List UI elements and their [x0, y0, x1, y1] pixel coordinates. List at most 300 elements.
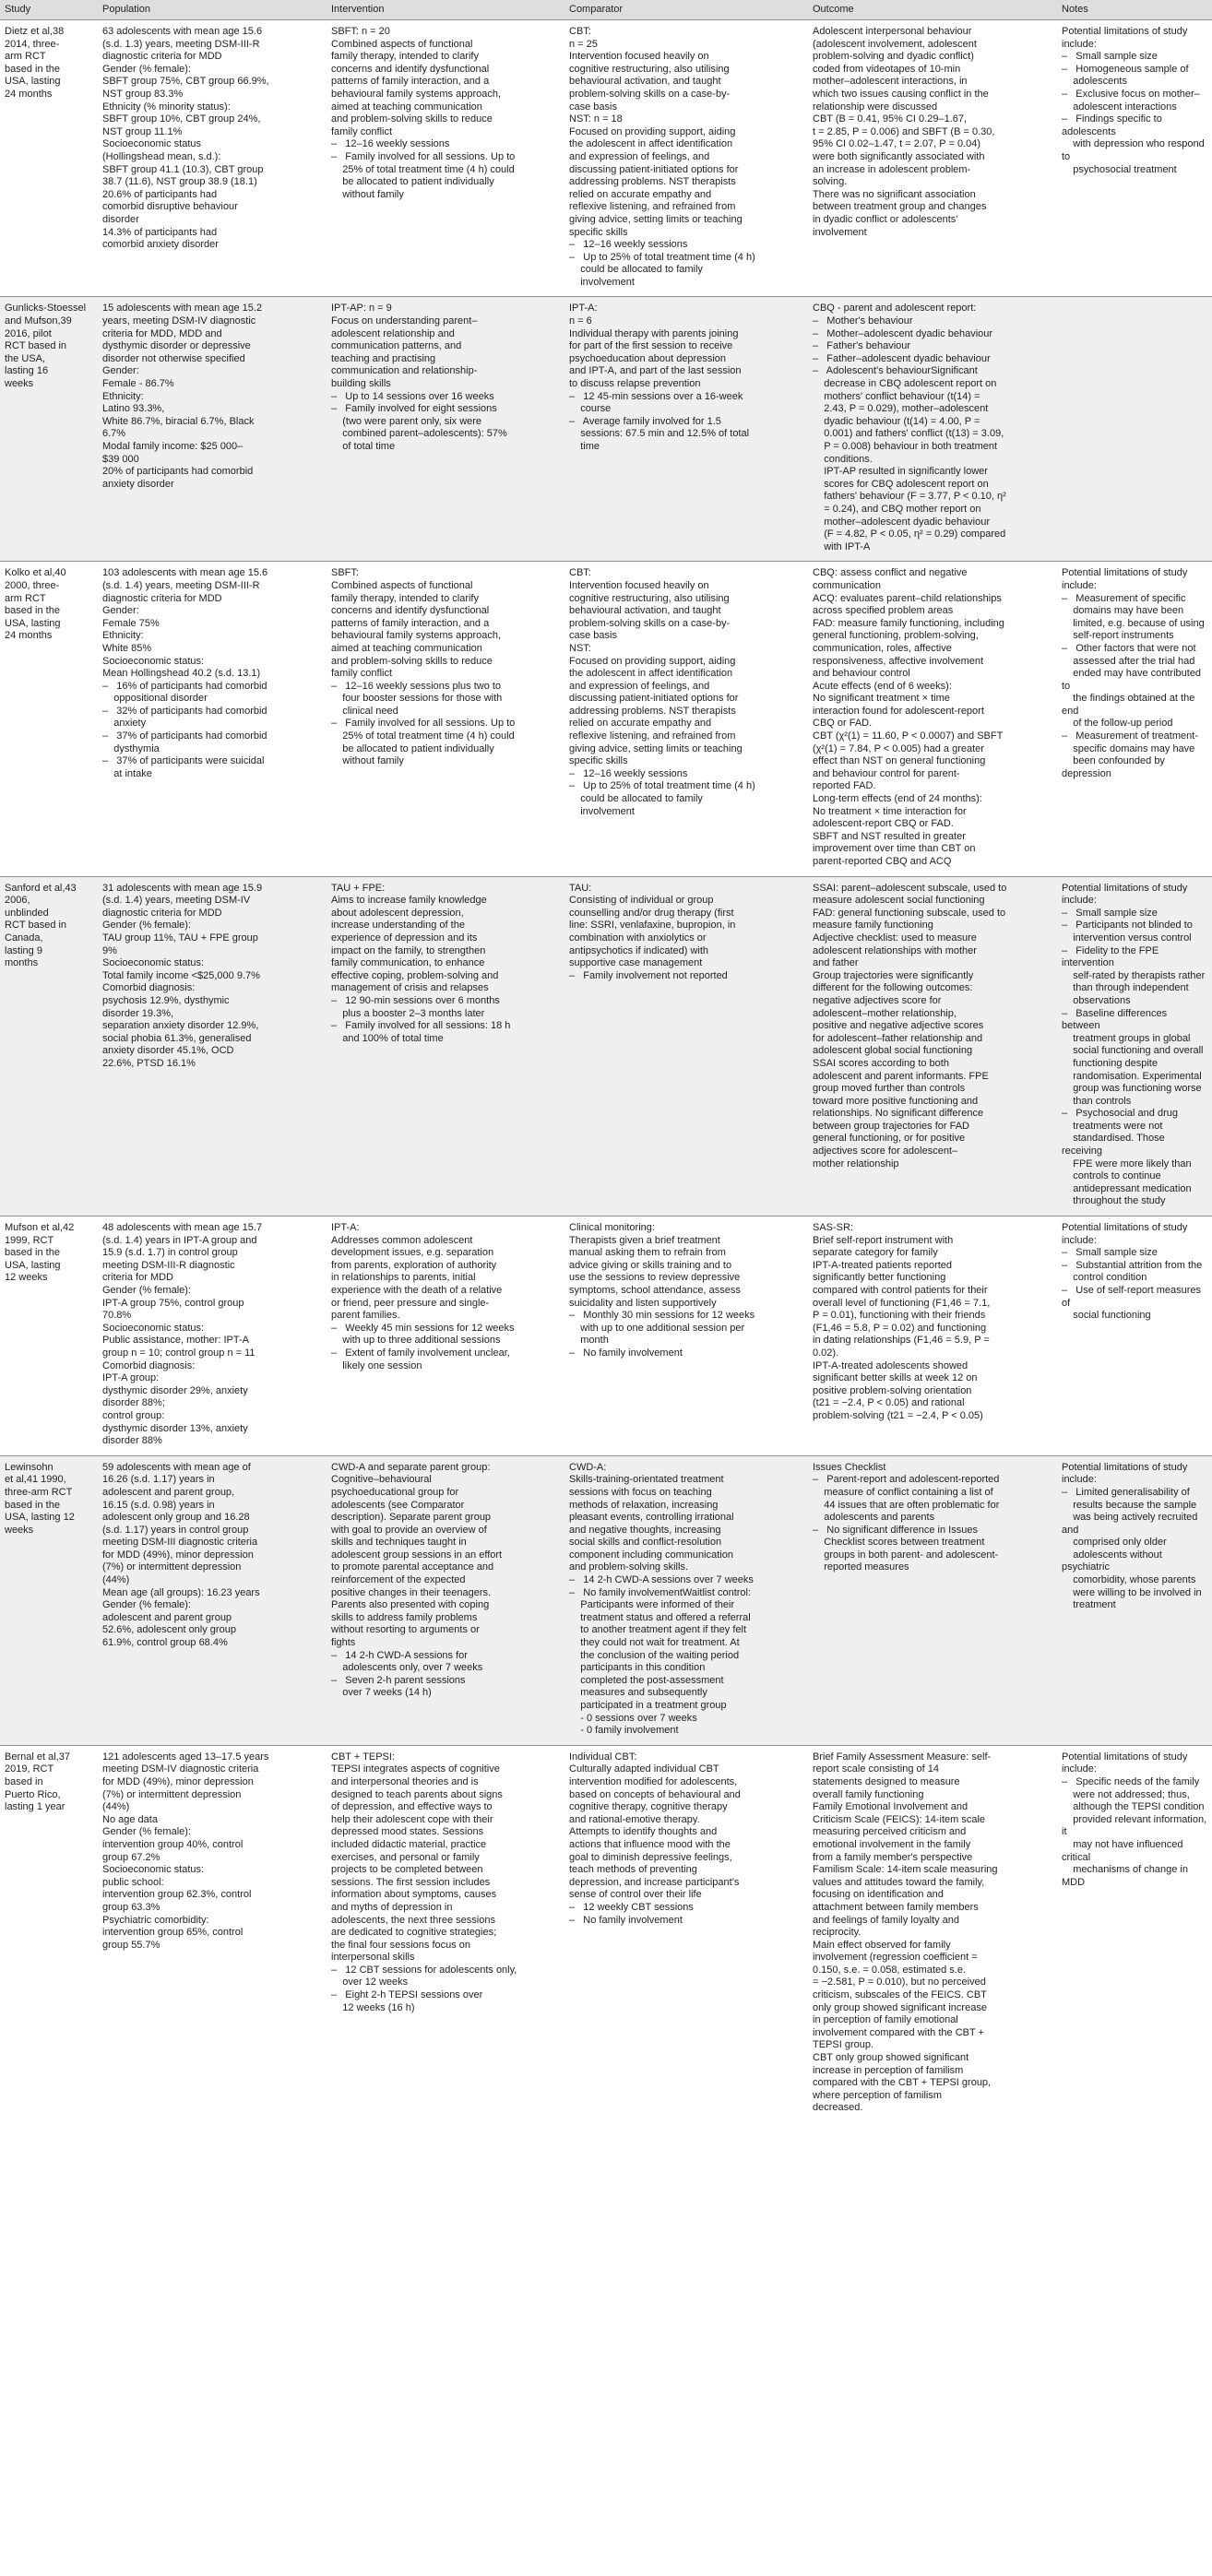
comparator-line: behavioural activation, and taught: [569, 605, 721, 617]
comparator-line: actions that influence mood with the: [569, 1838, 731, 1850]
population-line: 38.7 (11.6), NST group 38.9 (18.1): [102, 176, 257, 188]
intervention-line: IPT-A:: [331, 1222, 360, 1234]
notes-cell: [1057, 1217, 1212, 1456]
comparator-line: relied on accurate empathy and: [569, 188, 712, 200]
intervention-line: depressed mood states. Sessions: [331, 1826, 484, 1838]
population-line: Socioeconomic status:: [102, 1864, 205, 1876]
population-line: 61.9%, control group 68.4%: [102, 1637, 228, 1649]
notes-line: – Homogeneous sample of: [1062, 63, 1189, 75]
outcome-line: Checklist scores between treatment: [813, 1537, 985, 1549]
outcome-line: between group trajectories for FAD: [813, 1120, 969, 1132]
comparator-line: the adolescent in affect identification: [569, 138, 733, 150]
outcome-line: Adjective checklist: used to measure: [813, 932, 977, 944]
comparator-line: involvement: [569, 805, 635, 817]
outcome-line: improvement over time than CBT on: [813, 843, 976, 855]
intervention-line: designed to teach parents about signs: [331, 1788, 503, 1800]
notes-line: ended may have contributed to: [1062, 668, 1205, 692]
population-line: White 85%: [102, 642, 152, 654]
intervention-line: over 7 weeks (14 h): [331, 1687, 432, 1699]
notes-line: with depression who respond to: [1062, 138, 1207, 162]
comparator-line: could be allocated to family: [569, 793, 703, 805]
intervention-cell: [327, 1455, 564, 1745]
outcome-line: Brief Family Assessment Measure: self-: [813, 1751, 992, 1763]
table-row: [0, 1455, 1212, 1745]
comparator-cell: [564, 562, 808, 876]
intervention-line: teaching and practising: [331, 352, 436, 364]
notes-line: adolescent interactions: [1062, 101, 1177, 113]
population-line: group n = 10; control group n = 11: [102, 1347, 255, 1359]
intervention-line: – Family involved for all sessions: 18 h: [331, 1020, 511, 1032]
study-line: Mufson et al,42: [5, 1222, 75, 1234]
intervention-line: – Seven 2-h parent sessions: [331, 1674, 466, 1686]
comparator-line: course: [569, 403, 612, 415]
outcome-line: an increase in adolescent problem-: [813, 163, 971, 175]
study-line: 12 weeks: [5, 1272, 48, 1284]
outcome-line: in perception of family emotional: [813, 2014, 958, 2026]
outcome-line: group moved further than controls: [813, 1083, 966, 1095]
notes-line: the findings obtained at the end: [1062, 693, 1198, 717]
outcome-cell: [808, 1455, 1057, 1745]
comparator-line: social skills and conflict-resolution: [569, 1537, 722, 1549]
table-row: [0, 876, 1212, 1216]
intervention-line: – 12 90-min sessions over 6 months: [331, 994, 500, 1006]
comparator-line: and expression of feelings, and: [569, 680, 710, 692]
comparator-line: discussing patient-initiated options for: [569, 163, 739, 175]
outcome-line: conditions.: [813, 453, 873, 465]
comparator-line: participated in a treatment group: [569, 1700, 727, 1711]
population-line: diagnostic criteria for MDD: [102, 51, 222, 63]
intervention-line: psychoeducational group for: [331, 1486, 459, 1498]
intervention-line: projects to be completed between: [331, 1864, 483, 1876]
notes-line: – Exclusive focus on mother–: [1062, 88, 1200, 100]
population-line: 22.6%, PTSD 16.1%: [102, 1057, 196, 1069]
notes-line: although the TEPSI condition: [1062, 1801, 1205, 1813]
intervention-line: are dedicated to cognitive strategies;: [331, 1927, 497, 1939]
intervention-line: communication patterns, and: [331, 340, 462, 352]
population-line: (7%) or intermittent depression: [102, 1788, 242, 1800]
intervention-line: – 14 2-h CWD-A sessions for: [331, 1649, 468, 1661]
header-population: Population: [98, 0, 327, 20]
comparator-line: for part of the first session to receive: [569, 340, 733, 352]
outcome-line: adjectives score for adolescent–: [813, 1146, 958, 1157]
intervention-line: Cognitive–behavioural: [331, 1474, 432, 1486]
notes-line: results because the sample: [1062, 1499, 1197, 1511]
comparator-line: sense of control over their life: [569, 1889, 702, 1901]
outcome-line: adolescent relationships with mother: [813, 944, 977, 956]
comparator-line: sessions with focus on teaching: [569, 1486, 712, 1498]
population-line: group 55.7%: [102, 1939, 160, 1951]
intervention-line: and 100% of total time: [331, 1032, 444, 1044]
study-cell: [0, 1217, 98, 1456]
population-line: disorder 19.3%,: [102, 1007, 174, 1019]
comparator-line: treatment status and offered a referral: [569, 1611, 751, 1623]
outcome-line: FAD: general functioning subscale, used to: [813, 907, 1006, 919]
population-line: 16.26 (s.d. 1.17) years in: [102, 1474, 215, 1486]
population-line: intervention group 40%, control: [102, 1838, 244, 1850]
outcome-line: SSAI: parent–adolescent subscale, used to: [813, 882, 1007, 894]
intervention-line: family therapy, intended to clarify: [331, 592, 479, 604]
outcome-line: – Mother–adolescent dyadic behaviour: [813, 327, 993, 339]
table-row: [0, 562, 1212, 876]
notes-line: was being actively recruited and: [1062, 1512, 1201, 1536]
outcome-line: adolescents and parents: [813, 1512, 935, 1524]
outcome-line: criticism, subscales of the FEICS. CBT: [813, 1989, 987, 2001]
intervention-line: be allocated to patient individually: [331, 176, 494, 188]
outcome-line: attachment between family members: [813, 1901, 979, 1913]
study-line: weeks: [5, 1524, 34, 1536]
comparator-line: addressing problems. NST therapists: [569, 176, 736, 188]
comparator-line: Attempts to identify thoughts and: [569, 1826, 718, 1838]
study-line: arm RCT: [5, 592, 46, 604]
comparator-line: could be allocated to family: [569, 264, 703, 276]
population-line: separation anxiety disorder 12.9%,: [102, 1020, 259, 1032]
intervention-line: interpersonal skills: [331, 1952, 415, 1964]
intervention-line: sessions. The first session includes: [331, 1876, 491, 1888]
population-line: psychosis 12.9%, dysthymic: [102, 994, 230, 1006]
outcome-cell: [808, 562, 1057, 876]
population-line: for MDD (49%), minor depression: [102, 1775, 254, 1787]
population-line: Socioeconomic status: [102, 138, 201, 150]
comparator-line: IPT-A:: [569, 303, 598, 315]
outcome-line: TEPSI group.: [813, 2039, 874, 2051]
outcome-line: involvement compared with the CBT +: [813, 2026, 984, 2038]
notes-line: include:: [1062, 38, 1097, 50]
population-line: Gender (% female):: [102, 1599, 191, 1611]
outcome-line: problem-solving (t21 = −2.4, P < 0.05): [813, 1409, 983, 1421]
outcome-line: No treatment × time interaction for: [813, 805, 967, 817]
outcome-line: positive problem-solving orientation: [813, 1384, 972, 1396]
population-line: 15.9 (s.d. 1.7) in control group: [102, 1247, 238, 1259]
notes-line: antidepressant medication: [1062, 1182, 1192, 1194]
outcome-line: overall family functioning: [813, 1788, 924, 1800]
population-line: adolescent and parent group,: [102, 1486, 235, 1498]
outcome-line: Group trajectories were significantly: [813, 969, 974, 981]
notes-line: group was functioning worse: [1062, 1083, 1202, 1095]
intervention-line: Focus on understanding parent–: [331, 315, 478, 327]
table-row: [0, 297, 1212, 562]
outcome-line: mother relationship: [813, 1157, 899, 1169]
study-line: based in: [5, 1775, 43, 1787]
intervention-line: parent families.: [331, 1310, 400, 1322]
comparator-cell: [564, 20, 808, 297]
intervention-line: Combined aspects of functional: [331, 38, 473, 50]
outcome-line: increase in perception of familism: [813, 2064, 964, 2076]
comparator-line: Intervention focused heavily on: [569, 51, 709, 63]
outcome-line: significantly better functioning: [813, 1272, 946, 1284]
notes-line: adolescents: [1062, 76, 1127, 88]
comparator-line: behavioural activation, and taught: [569, 76, 721, 88]
population-line: NST group 83.3%: [102, 88, 184, 100]
comparator-line: suicidality and listen supportively: [569, 1297, 717, 1309]
notes-line: controls to continue: [1062, 1170, 1161, 1182]
intervention-line: – Weekly 45 min sessions for 12 weeks: [331, 1322, 515, 1334]
population-line: 6.7%: [102, 428, 126, 440]
comparator-line: giving advice, setting limits or teaching: [569, 742, 743, 754]
comparator-line: and negative thoughts, increasing: [569, 1524, 721, 1536]
intervention-line: adolescents (see Comparator: [331, 1499, 465, 1511]
outcome-line: decreased.: [813, 2102, 863, 2114]
outcome-line: adolescent-report CBQ or FAD.: [813, 818, 954, 830]
study-line: based in the: [5, 63, 60, 75]
notes-line: social functioning and overall: [1062, 1045, 1204, 1057]
notes-line: functioning despite: [1062, 1057, 1158, 1069]
comparator-line: addressing problems. NST therapists: [569, 705, 736, 717]
notes-line: adolescents without psychiatric: [1062, 1549, 1165, 1573]
study-line: 2014, three-: [5, 38, 60, 50]
population-line: Gender:: [102, 365, 139, 377]
intervention-line: positive changes in their teenagers.: [331, 1586, 492, 1598]
study-line: three-arm RCT: [5, 1486, 73, 1498]
notes-line: treatment groups in global: [1062, 1032, 1191, 1044]
intervention-line: and myths of depression in: [331, 1901, 453, 1913]
outcome-line: Issues Checklist: [813, 1461, 886, 1473]
notes-line: specific domains may have: [1062, 742, 1195, 754]
outcome-line: – Father's behaviour: [813, 340, 911, 352]
comparator-line: – 14 2-h CWD-A sessions over 7 weeks: [569, 1574, 754, 1586]
comparator-line: – Up to 25% of total treatment time (4 h): [569, 780, 755, 792]
outcome-line: CBQ or FAD.: [813, 718, 873, 730]
intervention-cell: [327, 876, 564, 1216]
population-line: SBFT group 75%, CBT group 66.9%,: [102, 76, 269, 88]
outcome-line: measuring perceived criticism and: [813, 1826, 967, 1838]
comparator-line: they could not wait for treatment. At: [569, 1637, 740, 1649]
outcome-line: measure adolescent social functioning: [813, 895, 985, 907]
outcome-line: involvement (regression coefficient =: [813, 1952, 978, 1964]
study-line: 24 months: [5, 630, 53, 642]
comparator-line: CBT:: [569, 567, 591, 579]
comparator-line: Culturally adapted individual CBT: [569, 1763, 719, 1775]
outcome-line: toward more positive functioning and: [813, 1095, 979, 1107]
study-line: Bernal et al,37: [5, 1751, 70, 1763]
study-line: 24 months: [5, 88, 53, 100]
study-line: Gunlicks-Stoessel: [5, 303, 87, 315]
comparator-line: goal to diminish depressive feelings,: [569, 1851, 732, 1863]
outcome-line: solving.: [813, 176, 848, 188]
intervention-line: – 12 CBT sessions for adolescents only,: [331, 1964, 517, 1976]
outcome-line: FAD: measure family functioning, including: [813, 617, 1004, 629]
outcome-line: Familism Scale: 14-item scale measuring: [813, 1864, 998, 1876]
population-line: adolescent and parent group: [102, 1611, 232, 1623]
population-line: comorbid anxiety disorder: [102, 239, 219, 251]
comparator-line: case basis: [569, 630, 617, 642]
study-line: arm RCT: [5, 51, 46, 63]
outcome-line: (adolescent involvement, adolescent: [813, 38, 977, 50]
outcome-line: compared with the CBT + TEPSI group,: [813, 2077, 992, 2089]
comparator-line: – Monthly 30 min sessions for 12 weeks: [569, 1310, 755, 1322]
intervention-line: without family: [331, 755, 404, 767]
notes-line: – Other factors that were not: [1062, 642, 1196, 654]
study-line: RCT based in: [5, 340, 67, 352]
intervention-line: family conflict: [331, 668, 393, 680]
intervention-line: be allocated to patient individually: [331, 742, 494, 754]
table-row: [0, 1745, 1212, 2122]
notes-line: limited, e.g. because of using: [1062, 617, 1205, 629]
intervention-line: SBFT: n = 20: [331, 26, 390, 37]
intervention-line: combined parent–adolescents): 57%: [331, 428, 507, 440]
population-line: 48 adolescents with mean age 15.7: [102, 1222, 263, 1234]
population-line: group 67.2%: [102, 1851, 160, 1863]
outcome-line: negative adjectives score for: [813, 994, 942, 1006]
comparator-line: – Family involvement not reported: [569, 969, 728, 981]
outcome-cell: [808, 20, 1057, 297]
notes-line: observations: [1062, 994, 1131, 1006]
notes-line: – Baseline differences between: [1062, 1007, 1170, 1032]
comparator-cell: [564, 1455, 808, 1745]
population-line: 70.8%: [102, 1310, 132, 1322]
outcome-line: reported measures: [813, 1561, 909, 1573]
outcome-line: There was no significant association: [813, 188, 976, 200]
study-cell: [0, 562, 98, 876]
notes-cell: [1057, 297, 1212, 562]
outcome-line: effect than NST on general functioning: [813, 755, 986, 767]
notes-line: than controls: [1062, 1095, 1132, 1107]
outcome-line: 95% CI 0.02–1.47, t = 2.07, P = 0.04): [813, 138, 981, 150]
notes-line: Potential limitations of study: [1062, 26, 1188, 37]
population-line: White 86.7%, biracial 6.7%, Black: [102, 415, 255, 427]
study-line: Canada,: [5, 932, 43, 944]
outcome-line: values and attitudes toward the family,: [813, 1876, 985, 1888]
outcome-line: P = 0.01), functioning with their friends: [813, 1310, 986, 1322]
population-line: anxiety disorder 45.1%, OCD: [102, 1045, 234, 1057]
population-line: 103 adolescents with mean age 15.6: [102, 567, 268, 579]
outcome-line: only group showed significant increase: [813, 2001, 987, 2013]
notes-line: throughout the study: [1062, 1195, 1166, 1207]
comparator-line: the adolescent in affect identification: [569, 668, 733, 680]
intervention-line: – Extent of family involvement unclear,: [331, 1347, 510, 1359]
population-line: disorder 88%: [102, 1435, 162, 1447]
population-line: for MDD (49%), minor depression: [102, 1549, 254, 1561]
intervention-line: or friend, peer pressure and single-: [331, 1297, 490, 1309]
study-line: Puerto Rico,: [5, 1788, 61, 1800]
outcome-line: – Adolescent's behaviourSignificant: [813, 365, 978, 377]
intervention-line: experience of depression and its: [331, 932, 478, 944]
population-line: Ethnicity:: [102, 630, 144, 642]
population-line: Comorbid diagnosis:: [102, 1359, 196, 1371]
outcome-cell: [808, 1745, 1057, 2122]
comparator-line: depression, and increase participant's: [569, 1876, 740, 1888]
population-line: 52.6%, adolescent only group: [102, 1624, 236, 1636]
population-line: (7%) or intermittent depression: [102, 1561, 242, 1573]
study-line: 2000, three-: [5, 579, 60, 591]
comparator-line: problem-solving skills on a case-by-: [569, 617, 731, 629]
intervention-line: impact on the family, to strengthen: [331, 944, 486, 956]
outcome-line: = −2.581, P = 0.010), but no perceived: [813, 1977, 986, 1988]
population-cell: [98, 1455, 327, 1745]
intervention-line: TAU + FPE:: [331, 882, 386, 894]
notes-line: treatments were not: [1062, 1120, 1163, 1132]
population-line: Ethnicity:: [102, 390, 144, 402]
comparator-line: Focused on providing support, aiding: [569, 655, 736, 667]
intervention-line: exercises, and personal or family: [331, 1851, 480, 1863]
comparator-line: component including communication: [569, 1549, 733, 1561]
outcome-line: Brief self-report instrument with: [813, 1234, 954, 1246]
study-line: based in the: [5, 605, 60, 617]
header-notes: Notes: [1057, 0, 1212, 20]
notes-cell: [1057, 1745, 1212, 2122]
population-line: disorder 88%;: [102, 1397, 165, 1409]
population-line: control group:: [102, 1409, 165, 1421]
intervention-line: without resorting to arguments or: [331, 1624, 480, 1636]
notes-line: – Findings specific to adolescents: [1062, 113, 1165, 137]
outcome-line: and behaviour control: [813, 668, 910, 680]
outcome-line: from a family member's perspective: [813, 1851, 973, 1863]
notes-line: provided relevant information, it: [1062, 1813, 1210, 1838]
study-line: lasting 9: [5, 944, 42, 956]
notes-line: FPE were more likely than: [1062, 1157, 1192, 1169]
population-line: Modal family income: $25 000–: [102, 441, 244, 452]
comparator-line: manual asking them to refrain from: [569, 1247, 726, 1259]
intervention-line: IPT-AP: n = 9: [331, 303, 392, 315]
outcome-line: reciprocity.: [813, 1927, 861, 1939]
outcome-line: Main effect observed for family: [813, 1939, 951, 1951]
notes-line: – Participants not blinded to: [1062, 920, 1193, 932]
population-line: 15 adolescents with mean age 15.2: [102, 303, 263, 315]
population-line: adolescent only group and 16.28: [102, 1512, 250, 1524]
notes-line: – Measurement of specific: [1062, 592, 1186, 604]
comparator-line: line: SSRI, venlafaxine, bupropion, in: [569, 920, 736, 932]
outcome-line: SBFT and NST resulted in greater: [813, 830, 966, 842]
outcome-line: general functioning, or for positive: [813, 1133, 966, 1145]
comparator-line: counselling and/or drug therapy (first: [569, 907, 734, 919]
intervention-line: TEPSI integrates aspects of cognitive: [331, 1763, 500, 1775]
population-line: Latino 93.3%,: [102, 403, 165, 415]
intervention-line: of depression, and effective ways to: [331, 1801, 493, 1813]
notes-line: were willing to be involved in: [1062, 1586, 1202, 1598]
notes-line: Potential limitations of study: [1062, 1461, 1188, 1473]
population-line: Gender (% female):: [102, 1285, 191, 1296]
population-line: $39 000: [102, 453, 139, 465]
population-line: meeting DSM-III-R diagnostic: [102, 1259, 235, 1271]
table-body: [0, 20, 1212, 2123]
outcome-line: (F = 4.82, P < 0.05, η² = 0.29) compared: [813, 528, 1006, 540]
comparator-line: Skills-training-orientated treatment: [569, 1474, 724, 1486]
intervention-line: increase understanding of the: [331, 920, 465, 932]
comparator-line: TAU:: [569, 882, 592, 894]
notes-line: were not addressed; thus,: [1062, 1788, 1190, 1800]
outcome-line: general functioning, problem-solving,: [813, 630, 979, 642]
population-line: diagnostic criteria for MDD: [102, 907, 222, 919]
outcome-line: CBT only group showed significant: [813, 2052, 969, 2064]
intervention-line: the final four sessions focus on: [331, 1939, 471, 1951]
comparator-line: Individual therapy with parents joining: [569, 327, 739, 339]
population-line: Socioeconomic status:: [102, 957, 205, 969]
notes-line: may not have influenced critical: [1062, 1838, 1186, 1863]
comparator-line: cognitive restructuring, also utilising: [569, 592, 730, 604]
notes-line: comprised only older: [1062, 1537, 1167, 1549]
header-comparator: Comparator: [564, 0, 808, 20]
notes-line: – Small sample size: [1062, 1247, 1158, 1259]
population-line: NST group 11.1%: [102, 125, 183, 137]
outcome-line: adolescent and parent informants. FPE: [813, 1070, 989, 1082]
outcome-line: and father: [813, 957, 859, 969]
comparator-line: CWD-A:: [569, 1461, 607, 1473]
intervention-line: with up to three additional sessions: [331, 1335, 501, 1347]
notes-line: self-rated by therapists rather: [1062, 969, 1206, 981]
intervention-line: family therapy, intended to clarify: [331, 51, 479, 63]
intervention-line: aimed at teaching communication: [331, 642, 482, 654]
study-line: months: [5, 957, 39, 969]
outcome-line: responsiveness, affective involvement: [813, 655, 984, 667]
outcome-line: across specified problem areas: [813, 605, 954, 617]
comparator-line: specific skills: [569, 226, 628, 238]
comparator-line: n = 25: [569, 38, 598, 50]
population-line: 121 adolescents aged 13–17.5 years: [102, 1751, 269, 1763]
comparator-line: Individual CBT:: [569, 1751, 637, 1763]
comparator-line: cognitive restructuring, also utilising: [569, 63, 730, 75]
intervention-line: and problem-solving skills to reduce: [331, 655, 493, 667]
intervention-line: skills to address family problems: [331, 1611, 478, 1623]
population-line: Gender:: [102, 605, 139, 617]
